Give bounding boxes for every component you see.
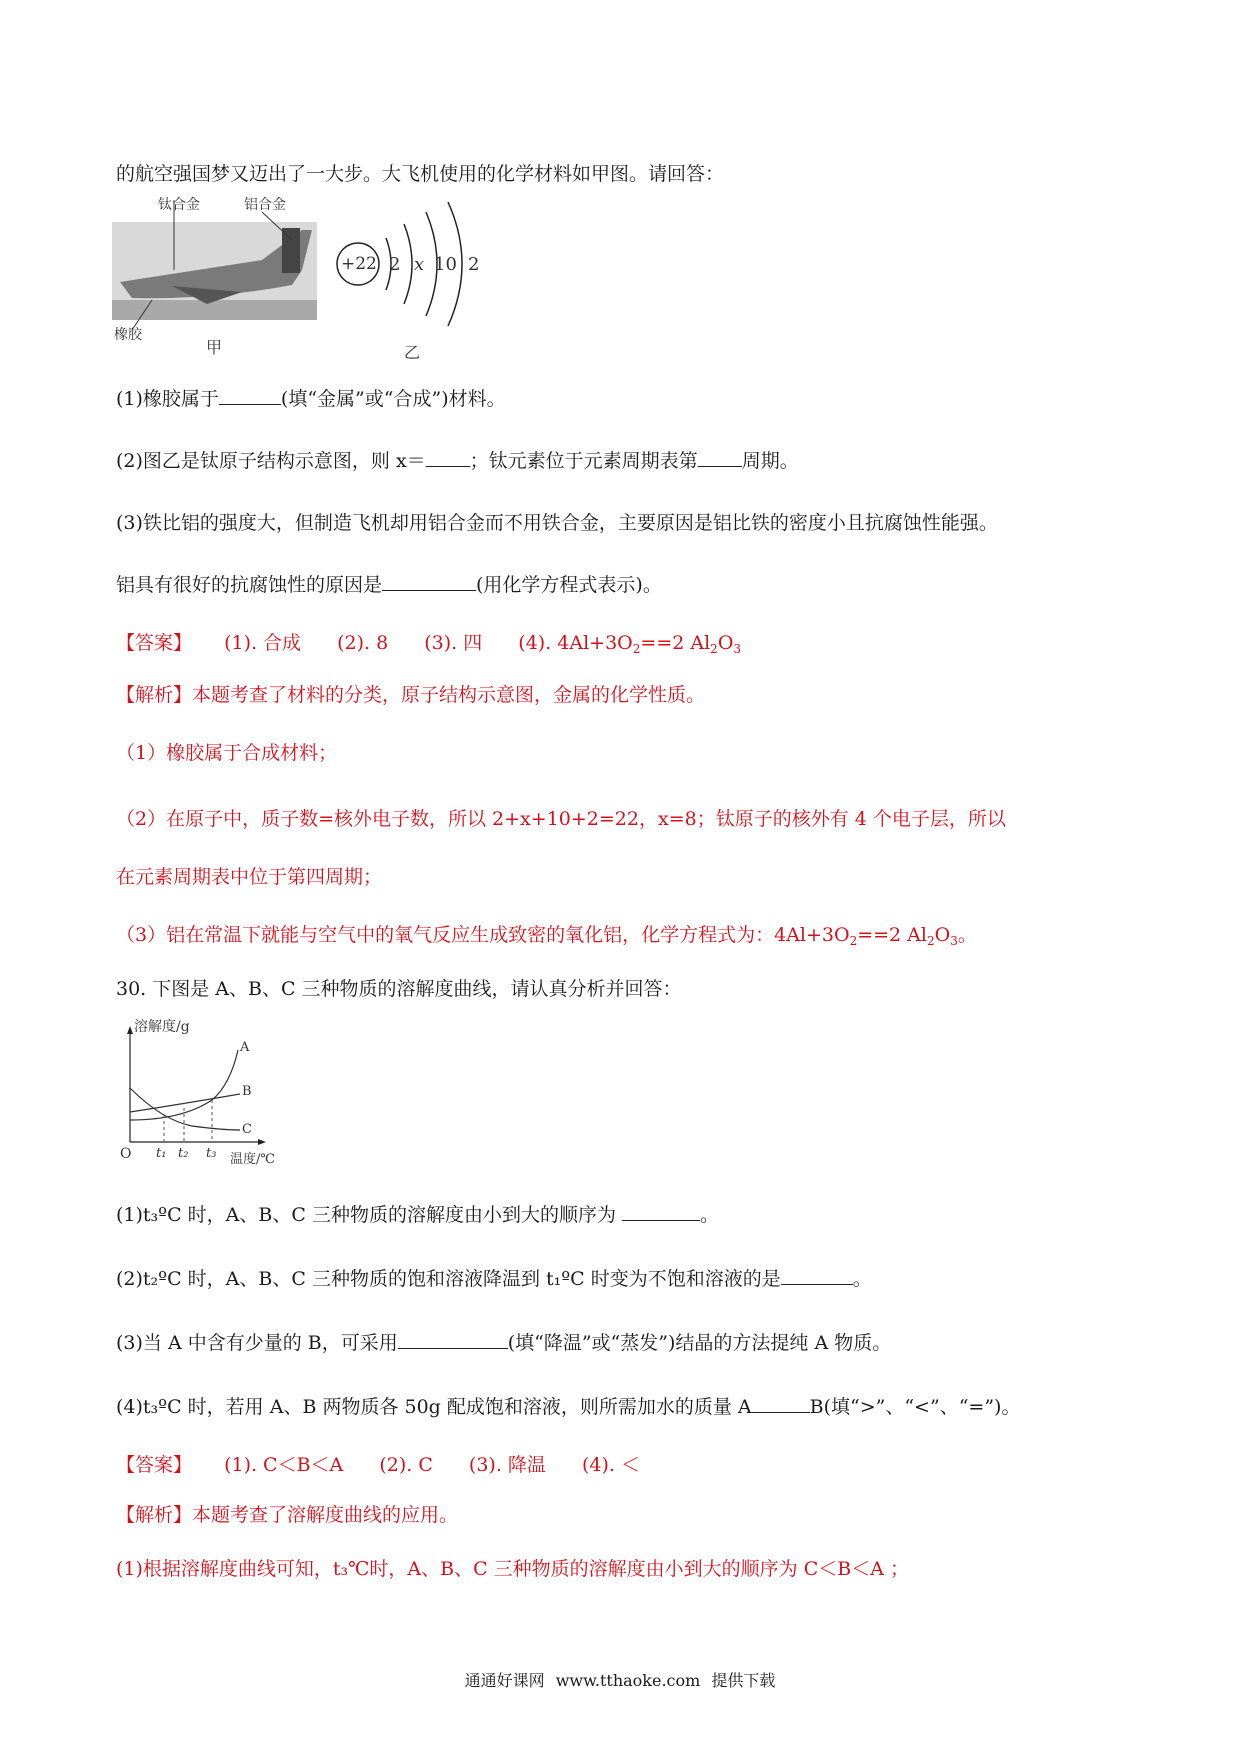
tick-t1: t₁: [156, 1146, 167, 1161]
q29-3-line2: [116, 572, 662, 598]
q30-answer: [116, 1452, 640, 1478]
q29-3-pre: 铝具有很好的抗腐蚀性的原因是: [116, 574, 383, 596]
footer-site-name: 通通好课网: [464, 1671, 545, 1690]
q30-analysis-title: 【解析】本题考查了溶解度曲线的应用。: [116, 1504, 459, 1526]
q30-title: 30. 下图是 A、B、C 三种物质的溶解度曲线，请认真分析并回答：: [116, 978, 682, 1000]
q30-answer-2: (2). C: [379, 1454, 433, 1476]
tick-t3: t₃: [206, 1146, 217, 1161]
graph-origin: O: [120, 1146, 132, 1162]
page-footer: [0, 1668, 1240, 1691]
nucleus-charge: +22: [341, 254, 377, 274]
q30-2-blank[interactable]: [781, 1266, 853, 1285]
q29-2-mid: ；钛元素位于元素周期表第: [469, 450, 698, 472]
q29-1-post: (填“金属”或“合成”)材料。: [280, 388, 506, 410]
q30-4: (4)t₃ºC 时，若用 A、B 两物质各 50g 配成饱和溶液，则所需加水的质量 A B(填“>”、“<”、“=”)。: [116, 1396, 1021, 1418]
q29-analysis-3: （3）铝在常温下就能与空气中的氧气反应生成致密的氧化铝，化学方程式为：$4Al+3O_2==2$ $Al_2O_3$。: [116, 924, 977, 948]
q29-answer-3: (3). 四: [424, 632, 483, 654]
q29-analysis-2a: （2）在原子中，质子数=核外电子数，所以 2+x+10+2=22，x=8；钛原子的核外有 4 个电子层，所以: [116, 808, 1006, 830]
q29-3-post: (用化学方程式表示)。: [476, 574, 662, 596]
q29-3-line1: (3)铁比铝的强度大，但制造飞机却用铝合金而不用铁合金，主要原因是铝比铁的密度小且抗腐蚀性能强。: [116, 512, 998, 534]
curve-b-label: B: [242, 1084, 252, 1099]
figure-jia-caption: 甲: [206, 338, 223, 357]
q29-analysis-title: 【解析】本题考查了材料的分类，原子结构示意图，金属的化学性质。: [116, 684, 706, 706]
q30-analysis-1: (1)根据溶解度曲线可知，t₃℃时，A、B、C 三种物质的溶解度由小到大的顺序为 C＜B＜A ；: [116, 1558, 909, 1580]
figure-yi-caption: 乙: [404, 343, 421, 362]
q30-1: (1)t₃ºC 时，A、B、C 三种物质的溶解度由小到大的顺序为 。: [116, 1204, 720, 1226]
label-aluminum: 铝合金: [244, 197, 286, 213]
q29-1: [116, 386, 506, 412]
q30-1-blank[interactable]: [622, 1202, 700, 1221]
q30-answer-3: (3). 降温: [468, 1454, 546, 1476]
shell-2: x: [414, 254, 425, 275]
q30-2: (2)t₂ºC 时，A、B、C 三种物质的饱和溶液降温到 t₁ºC 时变为不饱和溶液的是 。: [116, 1268, 872, 1290]
q30-answer-1: (1). C＜B＜A: [224, 1454, 344, 1476]
answer-tag: 【答案】: [116, 632, 193, 654]
q30-4-blank[interactable]: [752, 1394, 810, 1413]
q29-answer-4: (4). $4Al+3O_2==2$ $Al_2O_3$: [518, 632, 742, 656]
airplane-photo: [112, 200, 324, 350]
shell-1: 2: [389, 254, 401, 275]
graph-ylabel: 溶解度/g: [134, 1019, 190, 1035]
label-titanium: 钛合金: [158, 197, 200, 213]
footer-download-text: 提供下载: [711, 1671, 776, 1690]
q30-answer-4: (4). ＜: [581, 1454, 640, 1476]
label-rubber: 橡胶: [114, 327, 142, 343]
q29-3-blank[interactable]: [382, 572, 476, 591]
tick-t2: t₂: [178, 1146, 189, 1161]
answer-tag: 【答案】: [116, 1454, 193, 1476]
q29-answer-1: (1). 合成: [224, 632, 302, 654]
q30-3-blank[interactable]: [398, 1330, 508, 1349]
curve-c-label: C: [242, 1122, 252, 1137]
q29-answer-2: (2). 8: [337, 632, 389, 654]
intro-text: 的航空强国梦又迈出了一大步。大飞机使用的化学材料如甲图。请回答：: [116, 163, 725, 185]
shell-3: 10: [434, 254, 457, 275]
shell-4: 2: [468, 254, 480, 275]
q29-answer: [116, 630, 741, 662]
q29-analysis-2b: 在元素周期表中位于第四周期；: [116, 866, 383, 888]
q29-analysis-1: （1）橡胶属于合成材料；: [116, 742, 338, 764]
q29-2-post: 周期。: [741, 450, 799, 472]
q29-1-pre: (1)橡胶属于: [116, 388, 219, 410]
atom-structure-figure: [334, 198, 494, 330]
curve-a-label: A: [240, 1040, 250, 1055]
q29-1-blank[interactable]: [219, 386, 281, 405]
solubility-graph: [112, 1020, 302, 1170]
q29-2-pre: (2)图乙是钛原子结构示意图，则 x＝: [116, 450, 426, 472]
graph-xlabel: 温度/℃: [230, 1152, 275, 1167]
q29-2-blank-x[interactable]: [426, 448, 470, 467]
q29-2: [116, 448, 799, 474]
footer-url[interactable]: www.tthaoke.com: [555, 1671, 701, 1690]
q29-2-blank-period[interactable]: [698, 448, 742, 467]
q30-3: (3)当 A 中含有少量的 B，可采用 (填“降温”或“蒸发”)结晶的方法提纯 A 物质。: [116, 1332, 892, 1354]
airplane-figure: [112, 197, 324, 350]
